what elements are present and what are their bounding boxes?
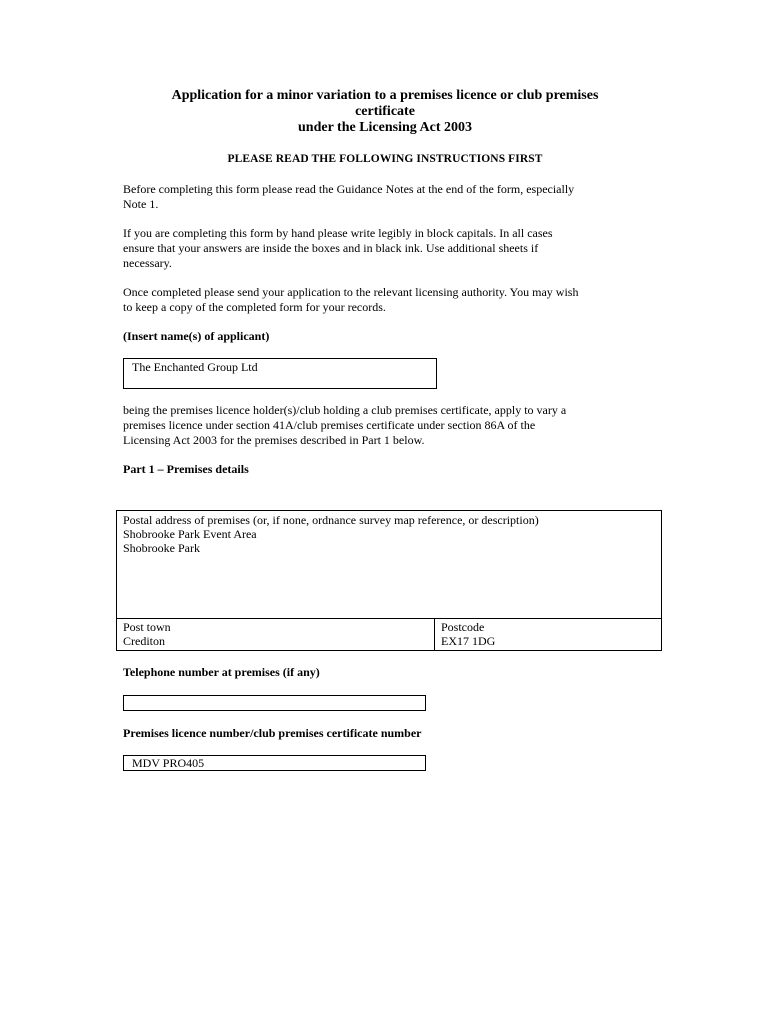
handwriting-line-3: necessary.: [123, 256, 172, 270]
postal-address-cell[interactable]: [117, 511, 661, 619]
title-line-3: under the Licensing Act 2003: [298, 120, 472, 135]
postcode-value: EX17 1DG: [441, 634, 496, 648]
handwriting-paragraph: [123, 226, 653, 271]
guidance-paragraph: [123, 182, 653, 212]
form-title: [100, 88, 670, 136]
applicant-name-value: The Enchanted Group Ltd: [132, 360, 258, 374]
post-town-text: [123, 620, 171, 648]
address-line-2: Shobrooke Park: [123, 541, 200, 555]
premises-details-table: [116, 510, 662, 651]
title-line-1: Application for a minor variation to a premises licence or club premises: [171, 88, 599, 103]
address-line-1: Shobrooke Park Event Area: [123, 527, 257, 541]
post-town-cell[interactable]: [117, 619, 434, 650]
postcode-cell[interactable]: [435, 619, 661, 650]
submission-line-2: to keep a copy of the completed form for your records.: [123, 300, 386, 314]
postal-address-label: Postal address of premises (or, if none, ordnance survey map reference, or description): [123, 513, 539, 527]
licence-number-field[interactable]: [123, 755, 426, 771]
statement-line-3: Licensing Act 2003 for the premises described in Part 1 below.: [123, 433, 425, 447]
guidance-line-1: Before completing this form please read the Guidance Notes at the end of the form, especially: [123, 182, 575, 196]
postal-address-text: [123, 513, 539, 555]
title-line-2: certificate: [355, 104, 415, 119]
statement-line-1: being the premises licence holder(s)/club holding a club premises certificate, apply to vary a: [123, 403, 567, 417]
applicant-label: (Insert name(s) of applicant): [123, 329, 270, 343]
post-town-label: Post town: [123, 620, 171, 634]
postcode-label: Postcode: [441, 620, 485, 634]
telephone-field[interactable]: [123, 695, 426, 711]
part1-heading: Part 1 – Premises details: [123, 462, 249, 476]
applicant-name-field[interactable]: [123, 358, 437, 389]
submission-line-1: Once completed please send your application to the relevant licensing authority. You may wish: [123, 285, 579, 299]
guidance-line-2: Note 1.: [123, 197, 159, 211]
licence-number-label: Premises licence number/club premises certificate number: [123, 726, 422, 740]
postcode-text: [441, 620, 495, 648]
statement-line-2: premises licence under section 41A/club premises certificate under section 86A of the: [123, 418, 536, 432]
post-town-value: Crediton: [123, 634, 165, 648]
instructions-heading: PLEASE READ THE FOLLOWING INSTRUCTIONS FIRST: [227, 153, 543, 165]
handwriting-line-1: If you are completing this form by hand please write legibly in block capitals. In all cases: [123, 226, 553, 240]
submission-paragraph: [123, 285, 653, 315]
application-statement: [123, 403, 653, 448]
licence-number-value: MDV PRO405: [132, 756, 205, 770]
handwriting-line-2: ensure that your answers are inside the boxes and in black ink. Use additional sheets if: [123, 241, 539, 255]
telephone-label: Telephone number at premises (if any): [123, 665, 320, 679]
